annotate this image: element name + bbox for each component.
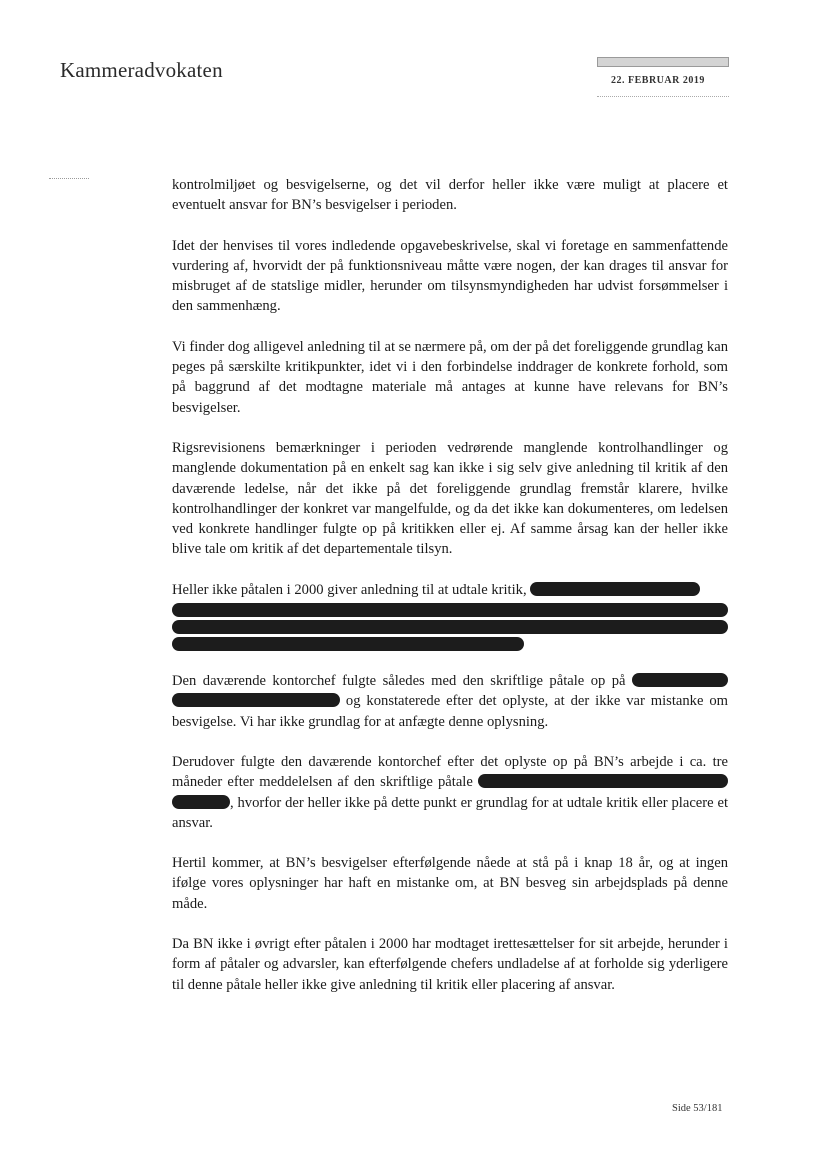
redaction-block [632,673,728,687]
redaction-block [172,637,524,651]
paragraph-1: kontrolmiljøet og besvigelserne, og det vil derfor heller ikke være muligt at placere et eventuelt ansvar for BN’s besvigelser i perioden. [172,177,728,214]
paragraph-5-text: Heller ikke påtalen i 2000 giver anledning til at udtale kritik, [172,581,527,598]
paragraph-5 [172,580,728,651]
paragraph-2: Idet der henvises til vores indledende opgavebeskrivelse, skal vi foretage en sammenfattende vurdering af, hvorvidt der på funktionsniveau måtte være nogen, der kan drages til ansvar for misbruget af de statslige midler, herunder om tilsynsmyndigheden har udvist forsømmelser i den sammenhæng. [172,237,728,315]
date-block [597,57,729,97]
redaction-block [530,582,700,596]
paragraph-9: Da BN ikke i øvrigt efter påtalen i 2000 har modtaget irettesættelser for sit arbejde, herunder i form af påtaler og advarsler, kan efterfølgende chefers undladelse af at forholde sig yderligere til denne påtale heller ikke give anledning til kritik eller placering af ansvar. [172,936,728,993]
paragraph-6 [172,671,728,732]
paragraph-6-text-b: og konstaterede efter det oplyste, at der ikke var mistanke om besvigelse. Vi har ikke grundlag for at anfægte denne oplysning. [172,693,728,730]
redaction-block [172,620,728,634]
margin-mark [49,178,89,179]
kammeradvokaten-logo: Kammeradvokaten [60,58,223,82]
paragraph-7-text-b: , hvorfor der heller ikke på dette punkt er grundlag for at udtale kritik eller placere et ansvar. [172,794,728,831]
paragraph-7 [172,752,728,833]
redaction-block [172,795,230,809]
paragraph-4: Rigsrevisionens bemærkninger i perioden vedrørende manglende kontrolhandlinger og manglende dokumentation på en enkelt sag kan ikke i sig selv give anledning til kritik af den daværende ledelse, når det ikke på det foreliggende grundlag fremstår klarere, hvilke kontrolhandlinger der konkret var mangelfulde, og da det ikke kan dokumenteres, om ledelsen ved konkrete handlinger fulgte op på kritikken eller ej. Af samme årsag kan der heller ikke blive tale om kritik af det departementale tilsyn. [172,439,728,558]
document-body [172,175,728,1015]
paragraph-6-text-a: Den daværende kontorchef fulgte således med den skriftlige påtale op på [172,673,626,690]
redaction-block [172,603,728,617]
paragraph-7-text-a: Derudover fulgte den daværende kontorchef efter det oplyste op på BN’s arbejde i ca. tre måneder efter meddelelsen af den skriftlige påtale [172,753,728,791]
paragraph-8: Hertil kommer, at BN’s besvigelser efterfølgende nåede at stå på i knap 18 år, og at ingen ifølge vores oplysninger har haft en mistanke om, at BN besveg sin arbejdsplads på denne måde. [172,855,728,912]
paragraph-3: Vi finder dog alligevel anledning til at se nærmere på, om der på det foreliggende grundlag kan peges på særskilte kritikpunkter, idet vi i den forbindelse inddrager de konkrete forhold, som på baggrund af det modtagne materiale må antages at kunne have relevans for BN’s besvigelser. [172,338,728,416]
page-number: Side 53/181 [672,1103,723,1114]
date-divider [597,96,729,97]
date-stamp [597,57,729,67]
document-date: 22. FEBRUAR 2019 [611,75,705,86]
redaction-block [478,774,728,788]
redaction-block [172,693,340,707]
